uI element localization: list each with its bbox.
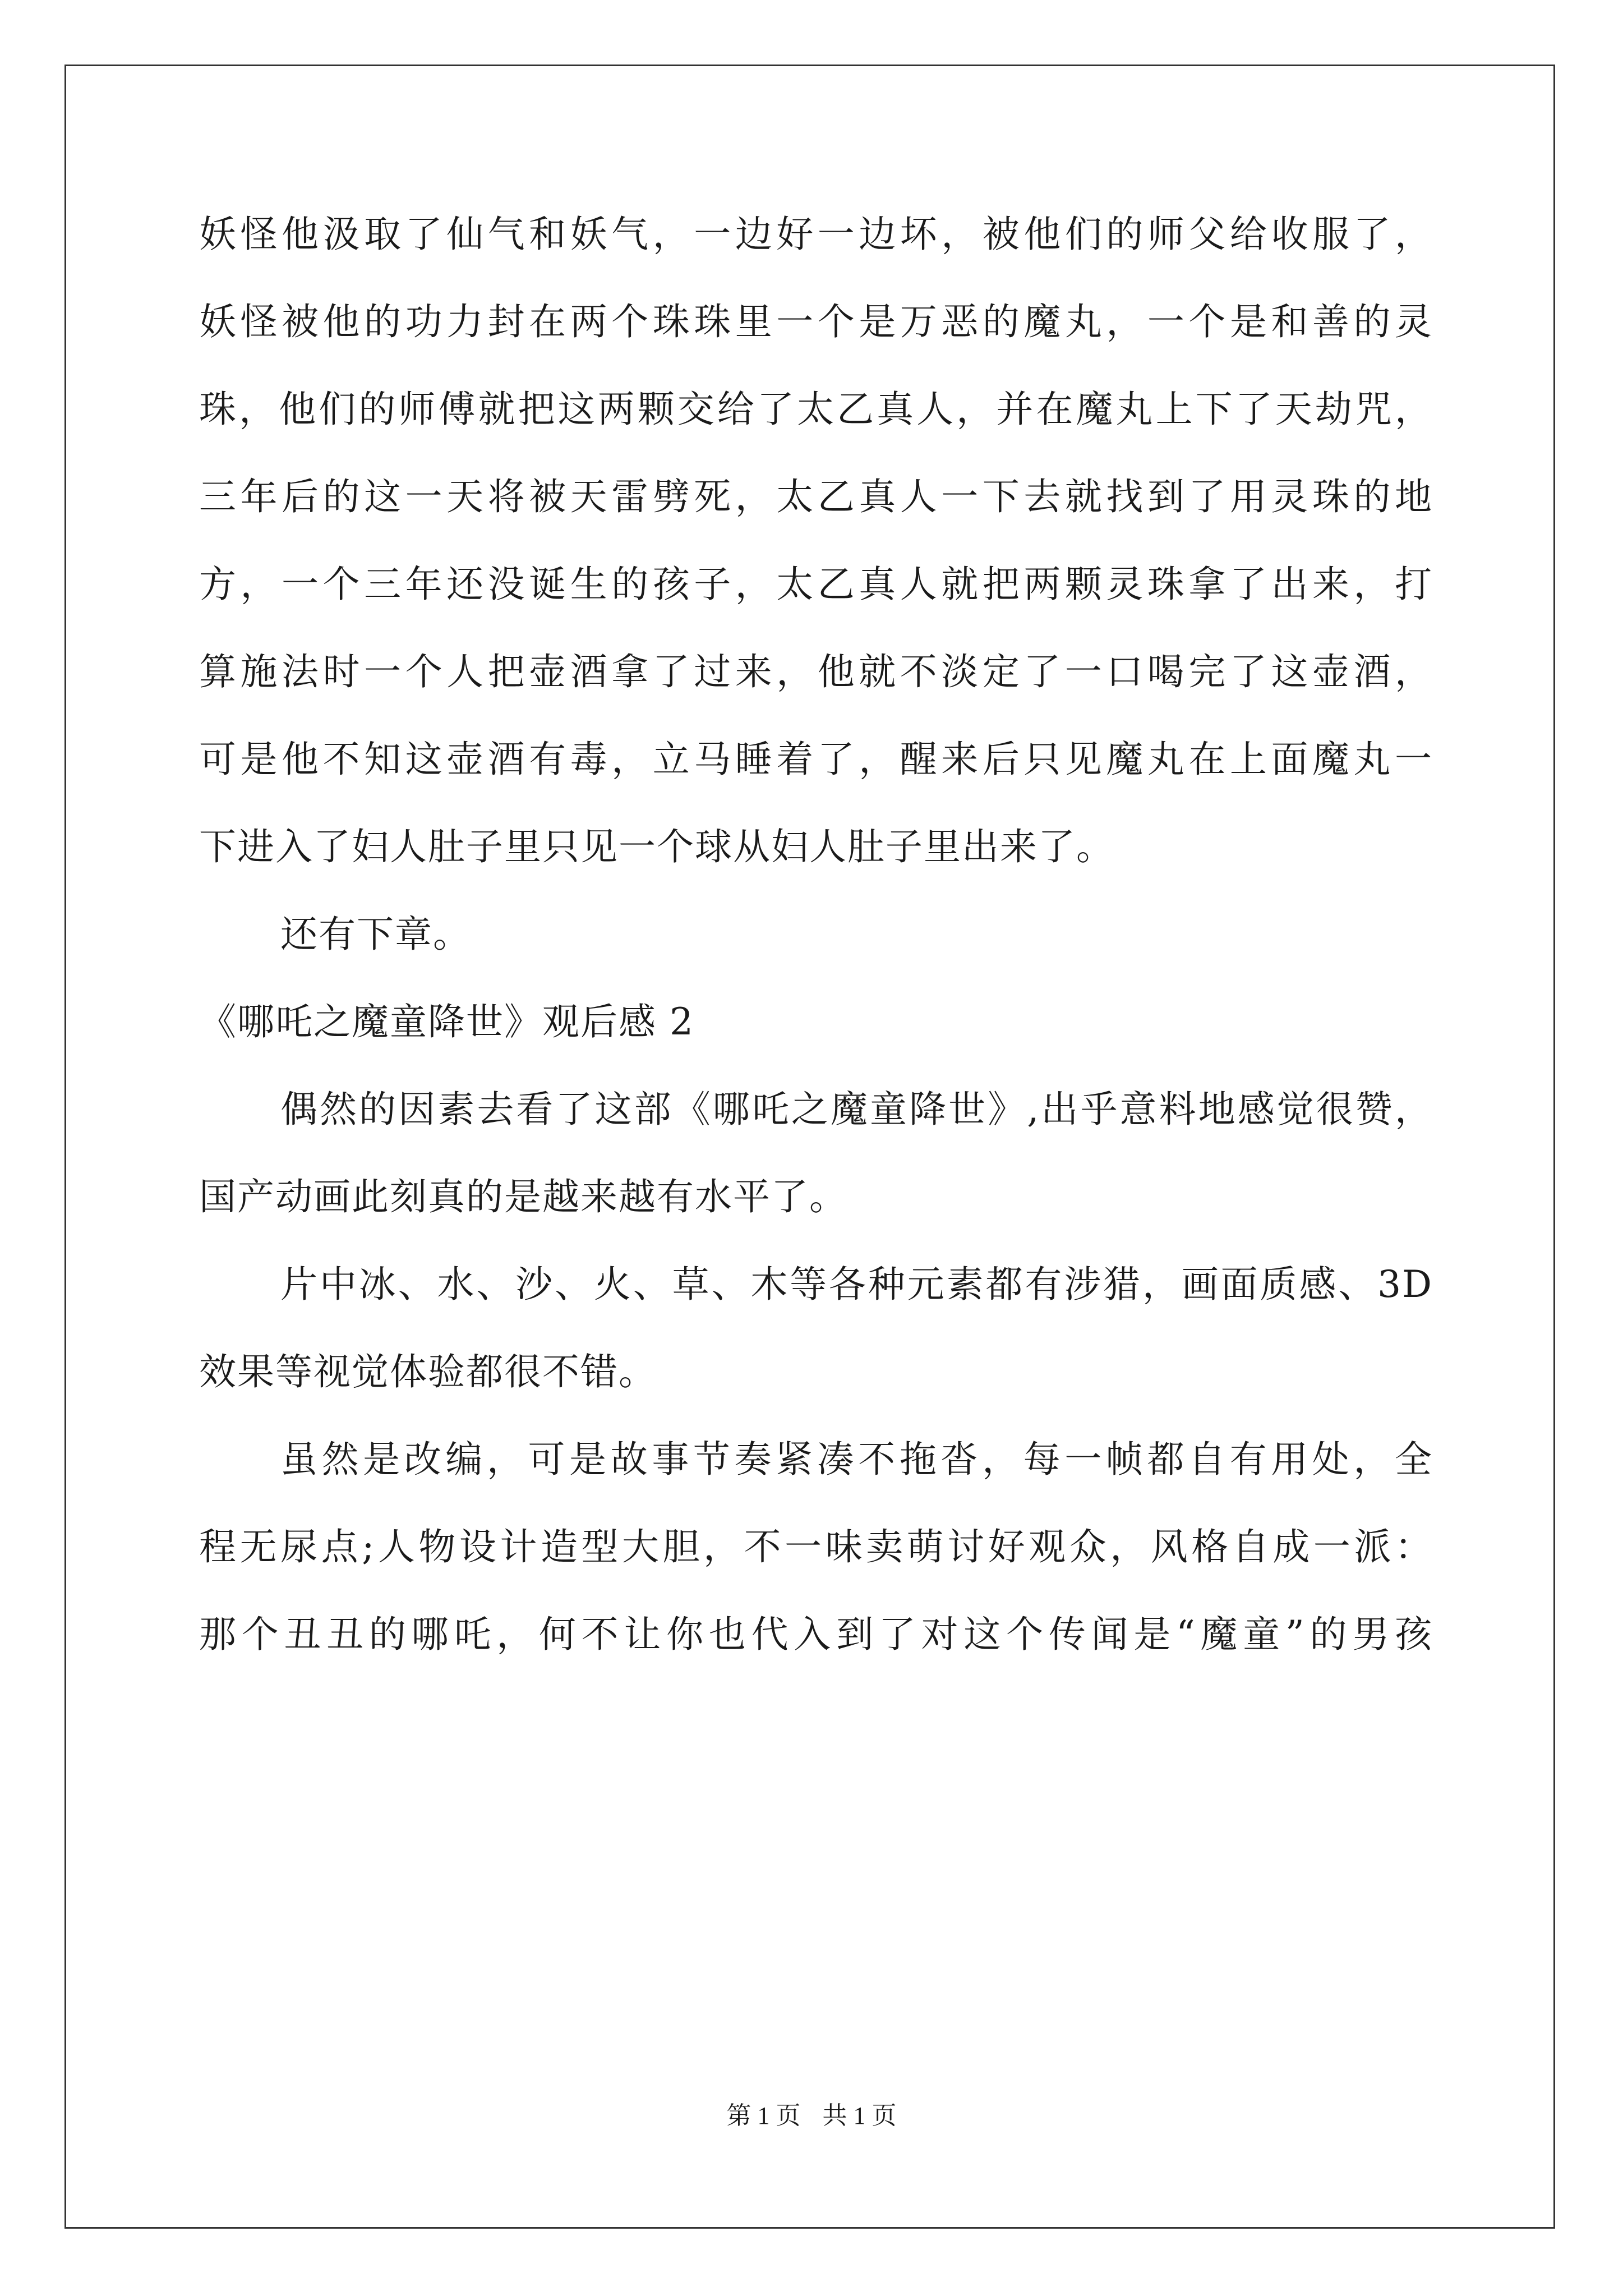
text-line: 效果等视觉体验都很不错。 [199, 1350, 657, 1393]
text-line: 片中冰、水、沙、火、草、木等各种元素都有涉猎，画面质感、3D [280, 1263, 1433, 1306]
document-body [199, 191, 1433, 1678]
text-line: 偶然的因素去看了这部《哪吒之魔童降世》,出乎意料地感觉很赞， [280, 1088, 1433, 1131]
text-line: 国产动画此刻真的是越来越有水平了。 [199, 1175, 847, 1218]
page-number: 第 1 页 [726, 2102, 801, 2129]
text-line: 下进入了妇人肚子里只见一个球从妇人肚子里出来了。 [199, 825, 1114, 868]
text-line: 妖怪他汲取了仙气和妖气，一边好一边坏，被他们的师父给收服了， [199, 213, 1433, 256]
text-line: 方，一个三年还没诞生的孩子，太乙真人就把两颗灵珠拿了出来，打 [199, 563, 1433, 606]
text-line: 妖怪被他的功力封在两个珠珠里一个是万恶的魔丸，一个是和善的灵 [199, 300, 1433, 343]
text-line: 虽然是改编，可是故事节奏紧凑不拖沓，每一帧都自有用处，全 [280, 1438, 1433, 1481]
text-line: 可是他不知这壶酒有毒，立马睡着了，醒来后只见魔丸在上面魔丸一 [199, 738, 1433, 781]
text-line: 珠，他们的师傅就把这两颗交给了太乙真人，并在魔丸上下了天劫咒， [199, 388, 1433, 431]
text-line: 三年后的这一天将被天雷劈死，太乙真人一下去就找到了用灵珠的地 [199, 475, 1433, 518]
text-line: 程无尿点;人物设计造型大胆，不一味卖萌讨好观众，风格自成一派： [199, 1525, 1433, 1568]
page-total: 共 1 页 [822, 2102, 897, 2129]
section-title: 《哪吒之魔童降世》观后感 2 [199, 1000, 694, 1043]
text-line: 那个丑丑的哪吒，何不让你也代入到了对这个传闻是“魔童”的男孩 [199, 1613, 1433, 1656]
page-footer [0, 2095, 1623, 2131]
continued-note: 还有下章。 [280, 913, 471, 956]
text-line: 算施法时一个人把壶酒拿了过来，他就不淡定了一口喝完了这壶酒， [199, 650, 1433, 693]
